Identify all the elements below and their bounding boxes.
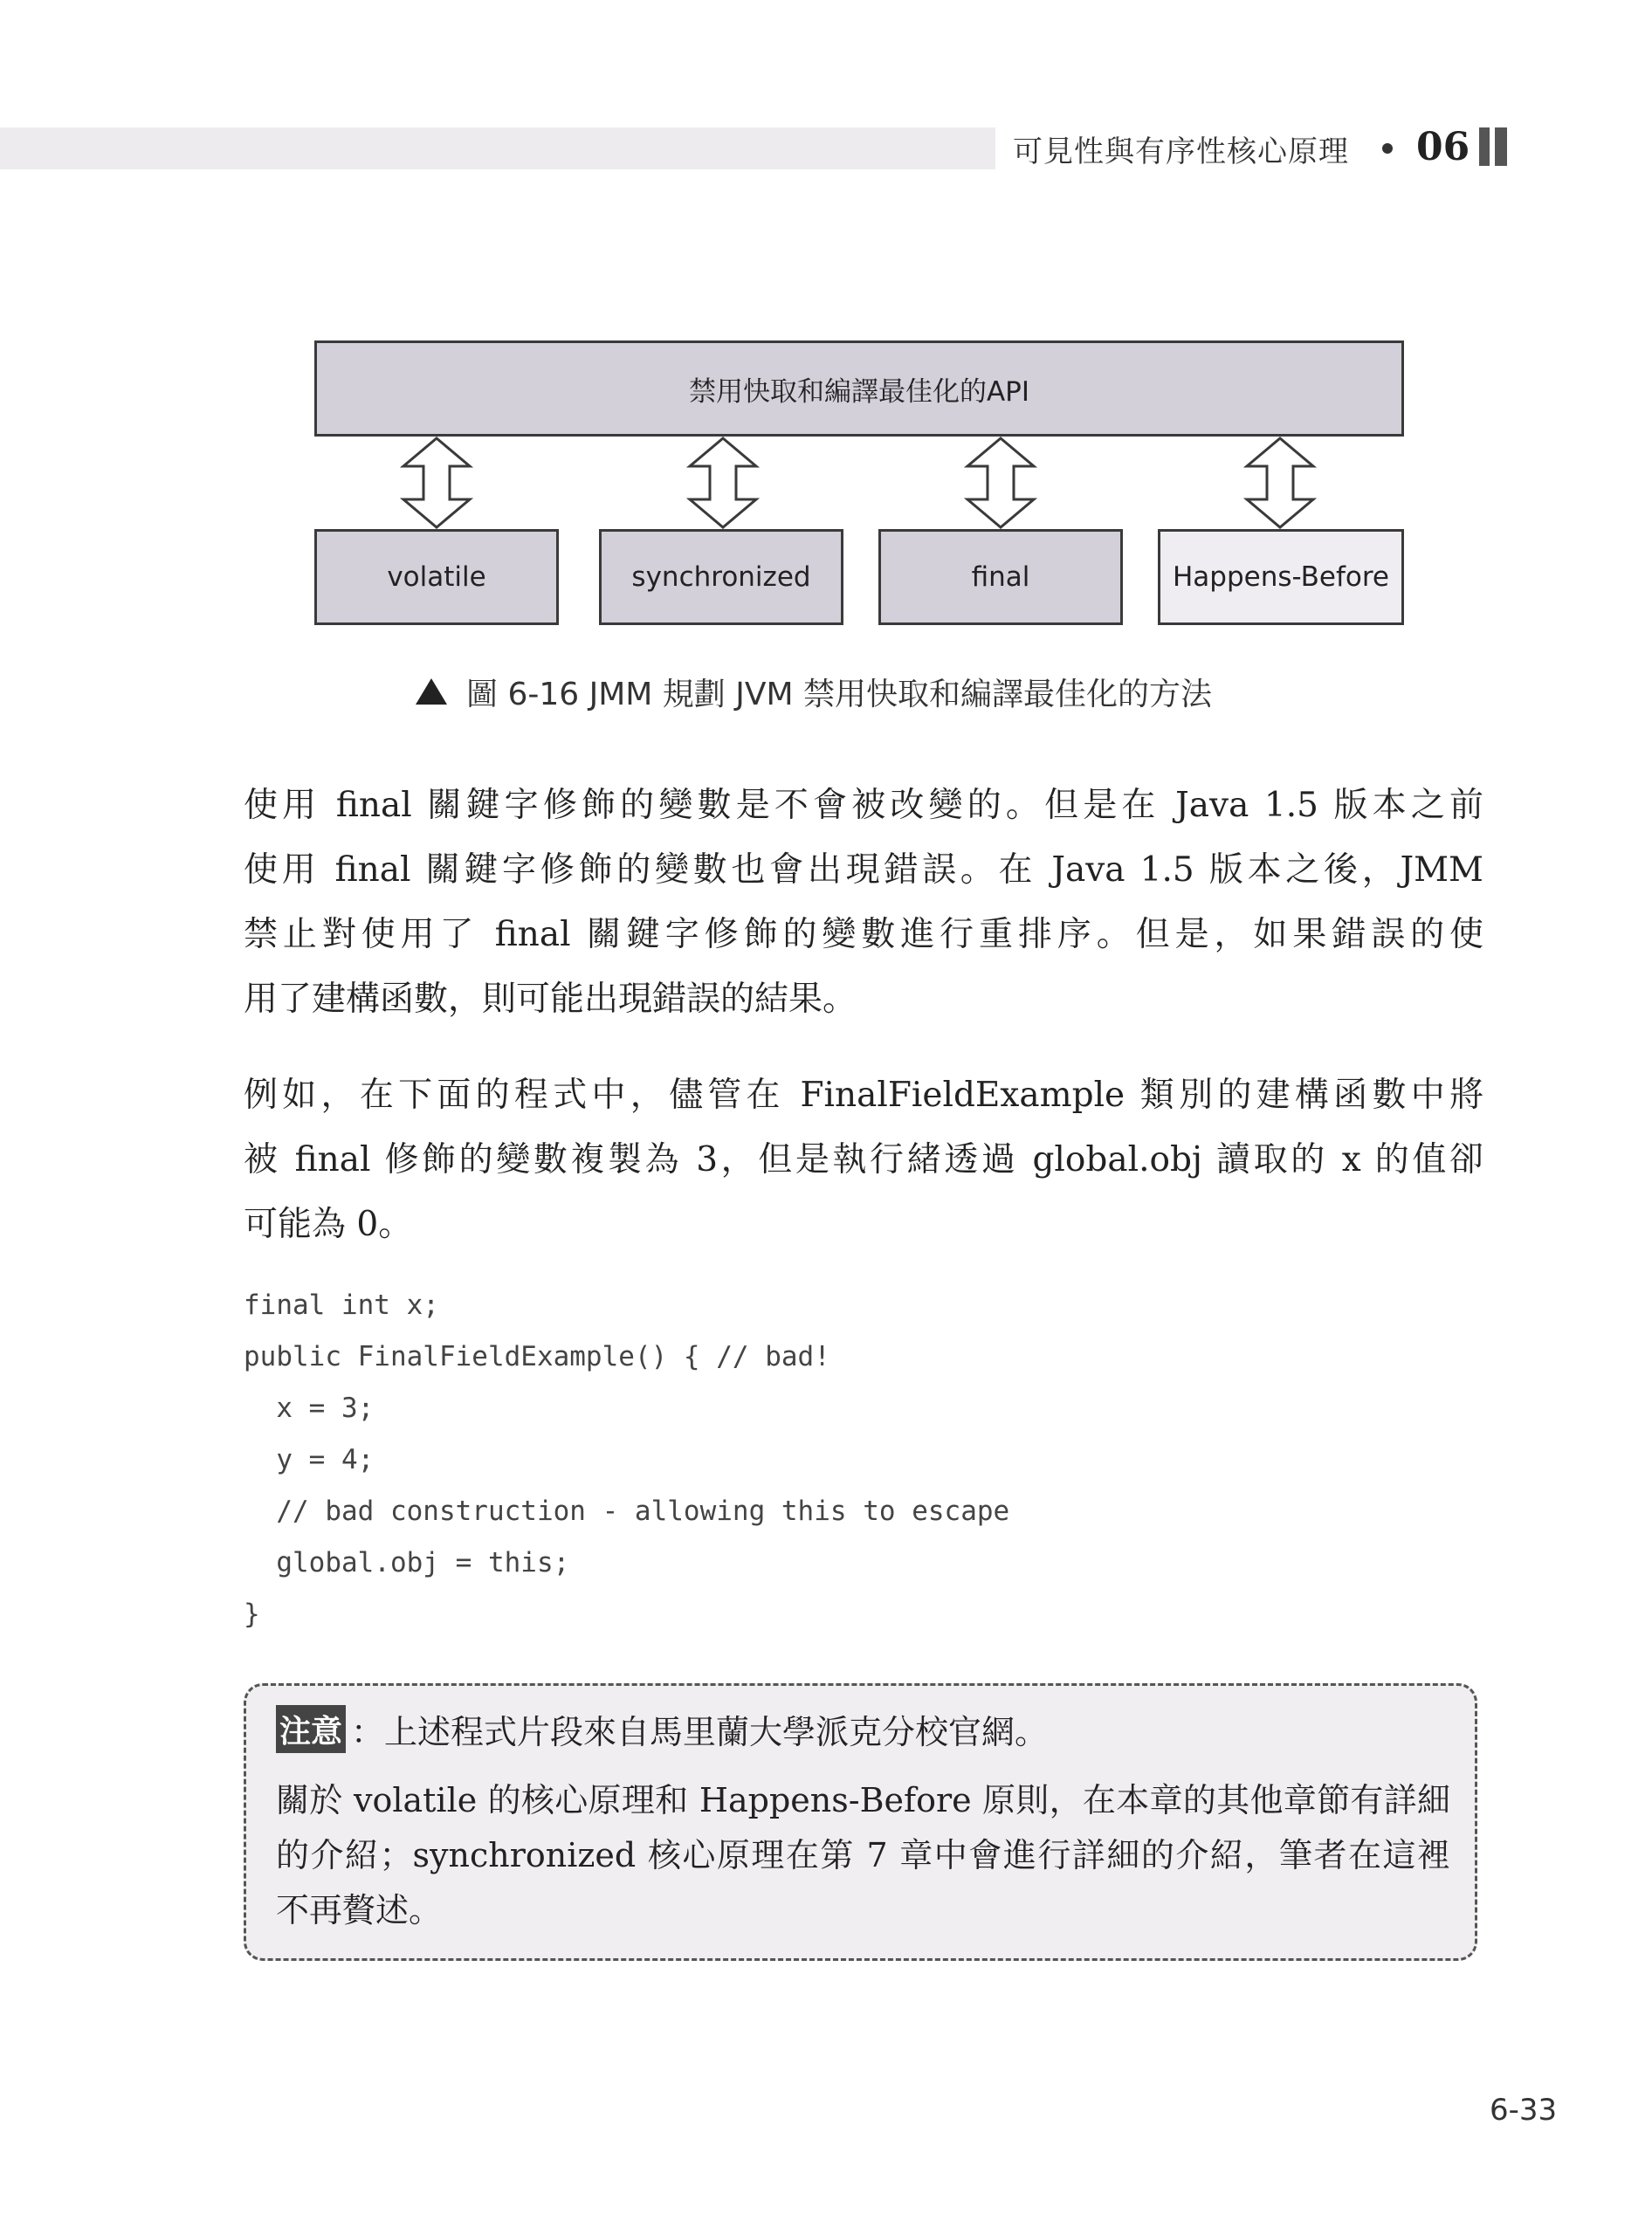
figure-caption [416, 669, 1212, 714]
code-listing [244, 1280, 1466, 1640]
box-happens-before: Happens-Before [1158, 529, 1404, 625]
code-line: y = 4; [244, 1444, 375, 1475]
text-line: 的介紹；synchronized 核心原理在第 7 章中會進行詳細的介紹，筆者在這裡 [276, 1836, 1450, 1874]
code-line: x = 3; [244, 1393, 375, 1424]
code-line: } [244, 1599, 260, 1630]
text-line: 禁止對使用了 final 關鍵字修飾的變數進行重排序。但是，如果錯誤的使 [244, 915, 1483, 954]
chapter-number: 06 [1416, 124, 1470, 169]
code-line: // bad construction - allowing this to escape [244, 1496, 1010, 1527]
double-arrow-icon [690, 438, 756, 527]
note-label: 注意 [276, 1705, 346, 1753]
figure-caption-text: 圖 6-16 JMM 規劃 JVM 禁用快取和編譯最佳化的方法 [466, 676, 1212, 712]
code-line: public FinalFieldExample() { // bad! [244, 1341, 830, 1372]
box-synchronized: synchronized [599, 529, 843, 625]
paragraph-example [244, 1063, 1483, 1257]
text-line: 用了建構函數，則可能出現錯誤的結果。 [244, 980, 857, 1019]
text-line: 使用 final 關鍵字修飾的變數是不會被改變的。但是在 Java 1.5 版本之前 [244, 786, 1483, 825]
note-body [276, 1773, 1450, 1938]
box-volatile: volatile [314, 529, 559, 625]
triangle-icon [416, 678, 447, 705]
text-line: 被 final 修飾的變數複製為 3，但是執行緒透過 global.obj 讀取的 x 的值卻 [244, 1140, 1483, 1179]
text-line: 例如，在下面的程式中，儘管在 FinalFieldExample 類別的建構函數中將 [244, 1076, 1483, 1115]
text-line: 使用 final 關鍵字修飾的變數也會出現錯誤。在 Java 1.5 版本之後，JMM [244, 850, 1483, 890]
text-line: 可能為 0。 [244, 1205, 413, 1244]
page-number: 6-33 [1490, 2093, 1558, 2128]
double-arrow-icon [403, 438, 470, 527]
note-box [244, 1683, 1477, 1961]
text-line: 不再贅述。 [276, 1891, 443, 1929]
chapter-title: 可見性與有序性核心原理 [1013, 134, 1349, 169]
code-line: global.obj = this; [244, 1547, 570, 1578]
figure-6-16 [0, 0, 1652, 698]
note-source-text: ：上述程式片段來自馬里蘭大學派克分校官網。 [351, 1712, 1049, 1751]
note-header [276, 1703, 1048, 1754]
double-arrow-icon [967, 438, 1034, 527]
double-arrow-icon [1247, 438, 1313, 527]
code-line: final int x; [244, 1289, 439, 1321]
paragraph-final-keyword [244, 774, 1483, 1032]
api-box: 禁用快取和編譯最佳化的API [314, 340, 1404, 437]
box-final: final [878, 529, 1123, 625]
text-line: 關於 volatile 的核心原理和 Happens-Before 原則，在本章的其他章節有詳細 [276, 1781, 1450, 1819]
